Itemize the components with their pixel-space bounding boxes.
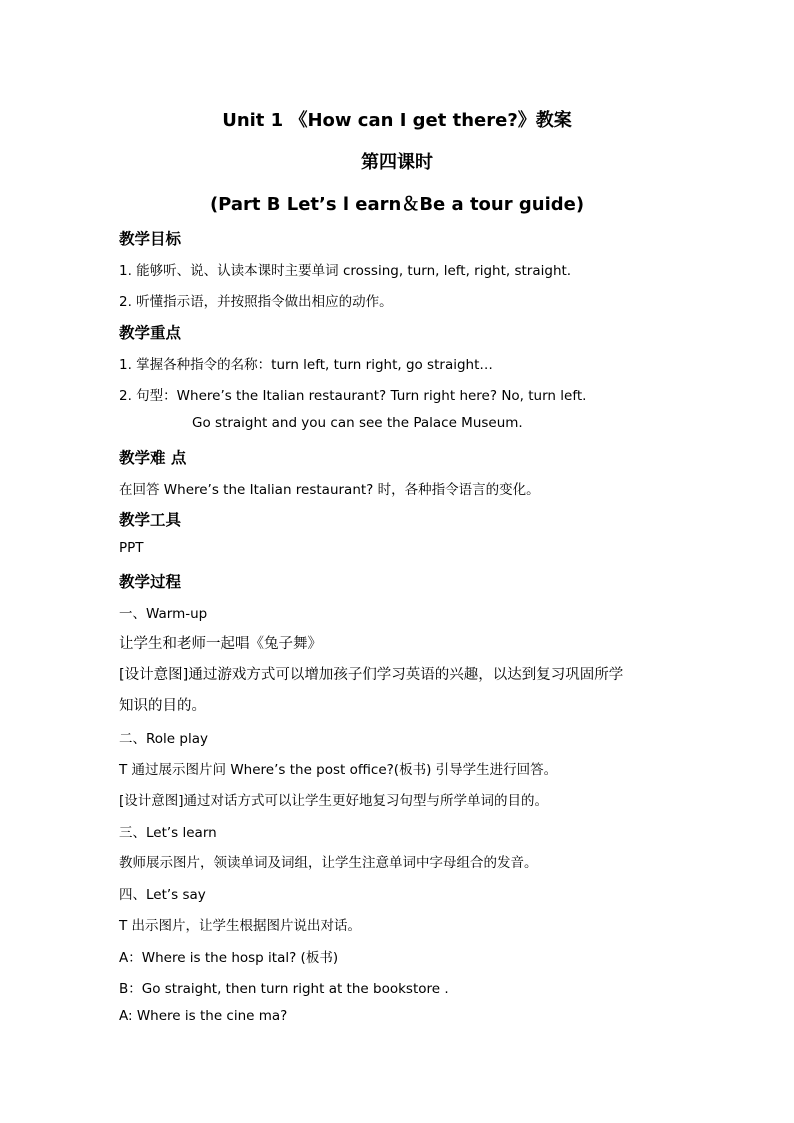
- dialog-line-3: A: Where is the cine ma?: [119, 1008, 288, 1024]
- step-2-text: T 通过展示图片问 Where’s the post office?(板书) 引导学生进行回答。: [119, 762, 558, 778]
- process-heading: 教学过程: [119, 573, 182, 591]
- dialog-line-1: A：Where is the hosp ital? (板书): [119, 950, 339, 966]
- tools-text: PPT: [119, 540, 144, 556]
- keypoint-item-2: 2. 句型：Where’s the Italian restaurant? Turn right here? No, turn left.: [119, 388, 587, 404]
- difficulty-text: 在回答 Where’s the Italian restaurant? 时，各种指令语言的变化。: [119, 482, 540, 498]
- objective-item-1: 1. 能够听、说、认读本课时主要单词 crossing, turn, left, right, straight.: [119, 263, 572, 279]
- step-3-text: 教师展示图片，领读单词及词组，让学生注意单词中字母组合的发音。: [119, 855, 538, 871]
- keypoints-heading: 教学重点: [119, 324, 182, 342]
- dialog-line-2: B：Go straight, then turn right at the bookstore .: [119, 981, 449, 997]
- difficulty-heading: 教学难 点: [119, 449, 187, 467]
- step-4-text: T 出示图片，让学生根据图片说出对话。: [119, 918, 362, 934]
- tools-heading: 教学工具: [119, 511, 182, 529]
- objectives-heading: 教学目标: [119, 230, 182, 248]
- step-1-title: 一、Warm-up: [119, 606, 208, 622]
- step-1-design-intent: [设计意图]通过游戏方式可以增加孩子们学习英语的兴趣，以达到复习巩固所学: [119, 667, 624, 683]
- step-4-title: 四、Let’s say: [119, 887, 206, 903]
- lesson-part-title: (Part B Let’s l earn＆Be a tour guide): [209, 194, 585, 215]
- step-1-design-intent-continued: 知识的目的。: [119, 698, 206, 714]
- keypoint-item-1: 1. 掌握各种指令的名称：turn left, turn right, go straight…: [119, 357, 493, 373]
- lesson-number: 第四课时: [361, 152, 433, 173]
- step-3-title: 三、Let’s learn: [119, 825, 217, 841]
- step-2-design-intent: [设计意图]通过对话方式可以让学生更好地复习句型与所学单词的目的。: [119, 793, 549, 809]
- keypoint-item-2-continued: Go straight and you can see the Palace Museum.: [192, 415, 523, 431]
- objective-item-2: 2. 听懂指示语，并按照指令做出相应的动作。: [119, 294, 393, 310]
- document-title: Unit 1 《How can I get there?》教案: [222, 110, 572, 131]
- step-2-title: 二、Role play: [119, 731, 208, 747]
- step-1-text: 让学生和老师一起唱《兔子舞》: [119, 636, 322, 652]
